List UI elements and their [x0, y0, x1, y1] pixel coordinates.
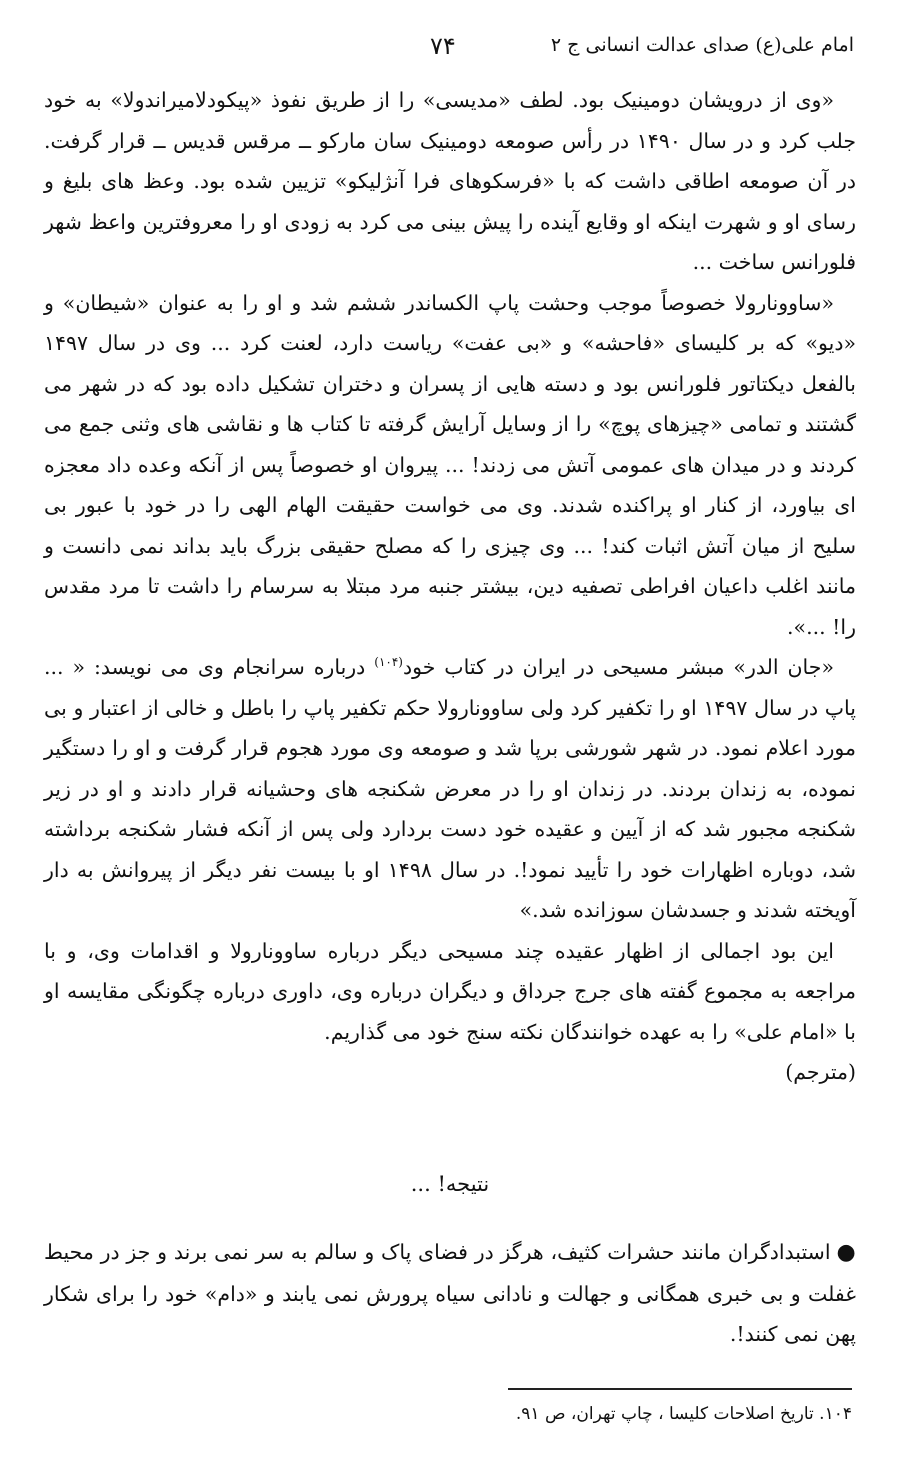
- paragraph-2: «ساوونارولا خصوصاً موجب وحشت پاپ الکساندر ششم شد و او را به عنوان «شیطان» و «دیو» که بر کلیسای «فاحشه» و «بی عفت» ریاست دارد، لعنت کرد ... وی در سال ۱۴۹۷ بالفعل دیکتاتور فلورانس بود و دسته هایی از پسران و دختران تشکیل داده بود که در شهر می گشتند و تمامی «چیزهای پوچ» را از وسایل آرایش گرفته تا کتاب ها و نقاشی های وثنی جمع می کردند و در میدان های عمومی آتش می زدند! ... پیروان او خصوصاً پس از آنکه وعده داد معجزه ای بیاورد، از کنار او پراکنده شدند. وی می خواست حقیقت الهام الهی را در خود با عبور بی سلیح از میان آتش اثبات کند! ... وی چیزی را که مصلح حقیقی بزرگ باید بداند نمی دانست و مانند اغلب داعیان افراطی تصفیه دین، بیشتر جنبه مرد مبتلا به سرسام را داشت تا مرد مقدس را! ...».: [44, 290, 856, 639]
- running-title: امام علی(ع) صدای عدالت انسانی ج ۲: [550, 34, 854, 56]
- paragraph-3-rest: درباره سرانجام وی می نویسد: « ... پاپ در سال ۱۴۹۷ او را تکفیر کرد ولی ساوونارولا حکم تکفیر پاپ را باطل و خالی از اعتبار و بی مورد اعلام نمود. در شهر شورشی برپا شد و صومعه وی مورد هجوم قرار گرفت و او را دستگیر نموده، به زندان بردند. در زندان او را در معرض شکنجه های وحشیانه قرار دادند و او در زیر شکنجه مجبور شد که از آیین و عقیده خود دست بردارد ولی پس از آنکه فشار شکنجه برداشته شد، دوباره اظهارات خود را تأیید نمود!. در سال ۱۴۹۸ او با بیست نفر دیگر از پیروانش به دار آویخته شدند و جسدشان سوزانده شد.»: [44, 655, 857, 922]
- bullet-icon: ●: [836, 1240, 856, 1265]
- page-header: [46, 34, 854, 68]
- paragraph-3-start: «جان الدر» مبشر مسیحی در ایران در کتاب خود: [402, 655, 835, 679]
- conclusion-text: استبدادگران مانند حشرات کثیف، هرگز در فضای پاک و سالم به سر نمی برند و جز در محیط غفلت و بی خبری همگانی و جهالت و نادانی سیاه پرورش نمی یابند و «دام» خود را برای شکار پهن نمی کنند!.: [44, 1240, 856, 1346]
- footnote-reference: (۱۰۴): [374, 655, 403, 670]
- page-number: ۷۴: [430, 32, 456, 60]
- footnote: ۱۰۴. تاریخ اصلاحات کلیسا ، چاپ تهران، ص ۹۱.: [515, 1404, 852, 1424]
- paragraph-3: [44, 647, 856, 931]
- conclusion-paragraph: [44, 1232, 856, 1355]
- footnote-divider: [508, 1388, 852, 1390]
- section-heading: نتیجه! ...: [410, 1172, 490, 1196]
- paragraph-1: «وی از درویشان دومینیک بود. لطف «مدیسی» را از طریق نفوذ «پیکودلامیراندولا» به خود جلب کرد و در سال ۱۴۹۰ در رأس صومعه دومینیک سان مارکو ــ مرقس قدیس ــ قرار گرفت. در آن صومعه اطاقی داشت که با «فرسکوهای فرا آنژلیکو» تزیین شده بود. وعظ های بلیغ و رسای او و شهرت اینکه او وقایع آینده را پیش بینی می کرد به زودی او را معروفترین واعظ شهر فلورانس ساخت ...: [44, 88, 856, 274]
- main-text: [44, 80, 856, 1093]
- translator-note: (مترجم): [785, 1060, 856, 1084]
- paragraph-4: این بود اجمالی از اظهار عقیده چند مسیحی دیگر درباره ساوونارولا و اقدامات وی، و با مراجعه به مجموع گفته های جرج جرداق و دیگران درباره وی، داوری درباره چگونگی مقایسه او با «امام علی» را به عهده خوانندگان نکته سنج خود می گذاریم.: [44, 938, 856, 1044]
